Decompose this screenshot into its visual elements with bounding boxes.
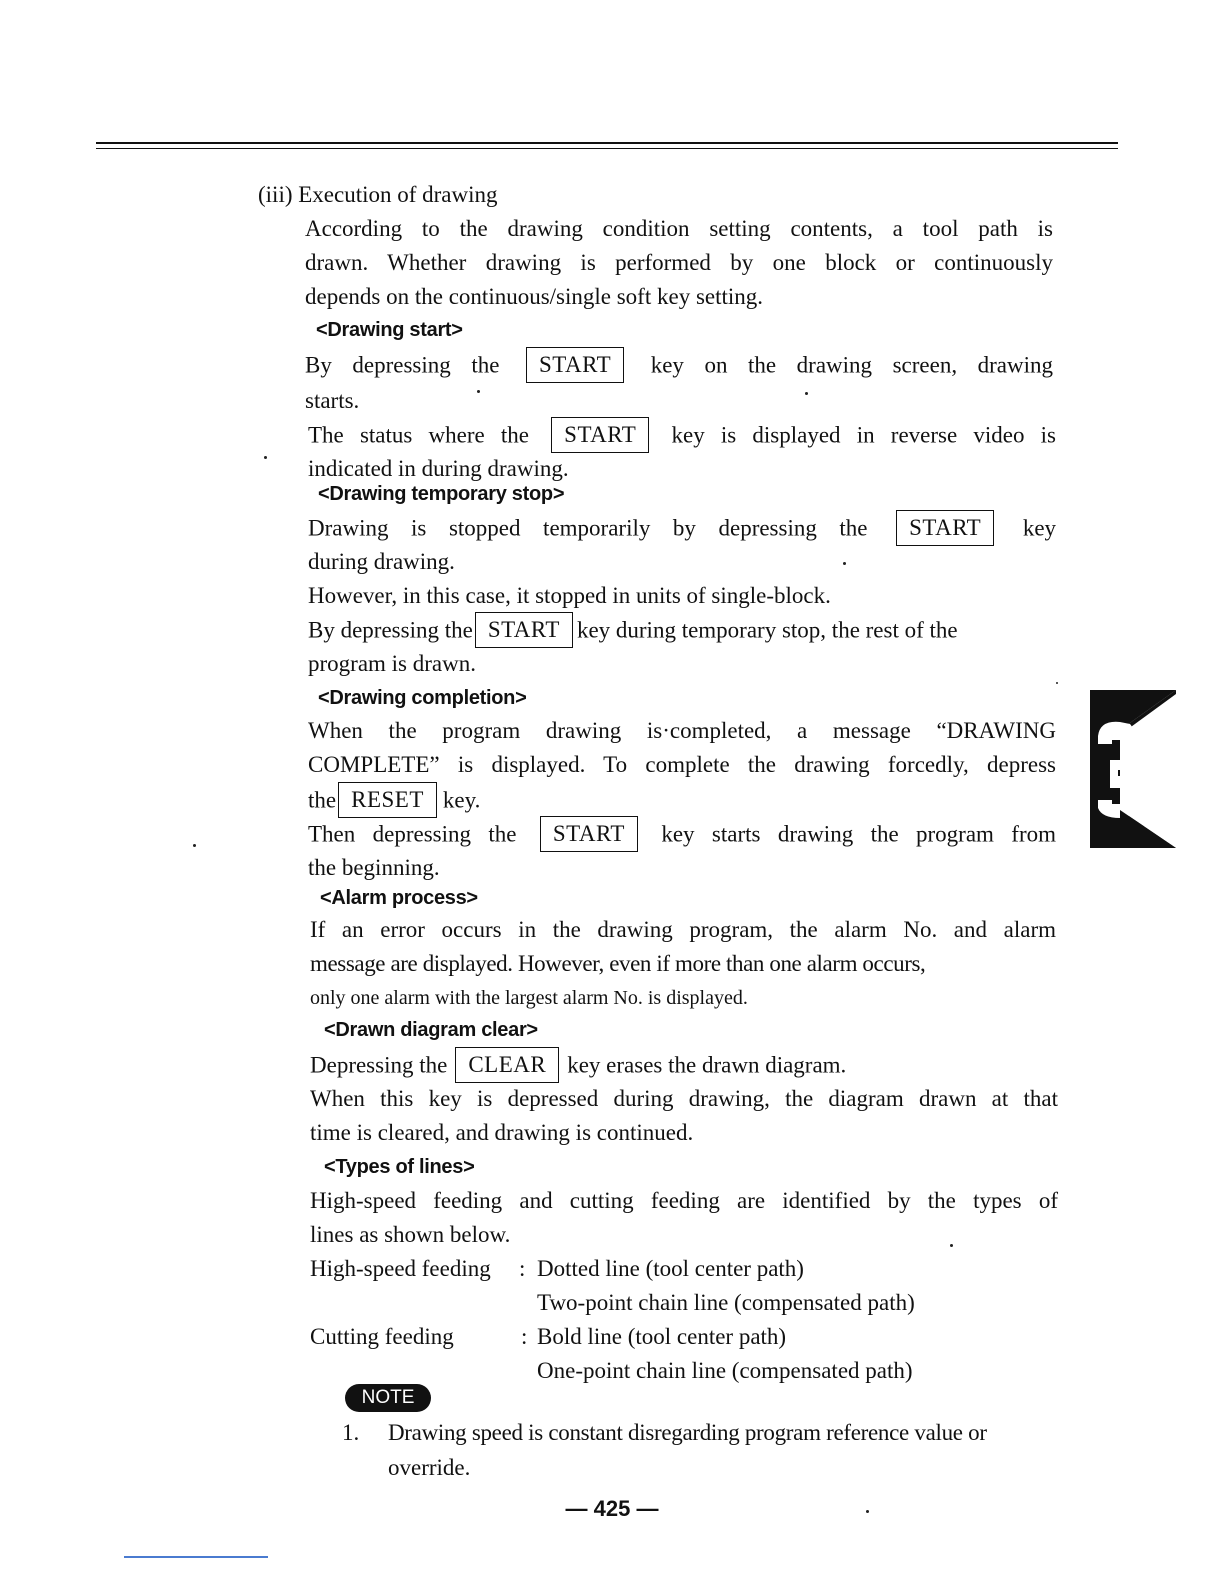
completion-line-4 [308,818,1056,854]
chapter-tab-icon [1090,690,1176,848]
text: key [1022,515,1057,541]
text: key on the drawing screen, drawing [650,352,1054,378]
line-type-separator: : [521,1324,528,1349]
scan-speck [1056,682,1058,684]
footer-blue-rule [124,1556,268,1558]
intro-line-1: According to the drawing condition setting contents, a tool path is [305,216,1053,241]
start-key-box: START [896,510,994,546]
temporary-stop-line-4 [308,614,1056,650]
completion-line-1: When the program drawing is·completed, a message “DRAWING [308,718,1056,743]
scan-speck [866,1510,869,1513]
page-number: — 425 — [565,1496,659,1521]
completion-line-3 [308,784,480,820]
text: By depressing the [305,352,500,378]
intro-line-2: drawn. Whether drawing is performed by one block or continuously [305,250,1053,275]
text: By depressing the [308,617,473,643]
text: Depressing the [310,1052,448,1078]
line-type-label: High-speed feeding [310,1256,491,1281]
intro-line-3: depends on the continuous/single soft key setting. [305,284,764,309]
start-key-box: START [540,816,638,852]
line-type-description: One-point chain line (compensated path) [537,1358,913,1383]
text: key erases the drawn diagram. [567,1052,847,1078]
start-key-box: START [551,417,649,453]
header-rule-thick [96,142,1118,144]
reset-key-box: RESET [338,782,437,818]
scan-speck [264,456,267,459]
heading-types-of-lines: <Types of lines> [324,1156,475,1178]
alarm-line-2: message are displayed. However, even if more than one alarm occurs, [310,951,926,976]
clear-line-2: When this key is depressed during drawing, the diagram drawn at that [310,1086,1058,1111]
completion-line-5: the beginning. [308,855,440,880]
heading-temporary-stop: <Drawing temporary stop> [318,483,565,505]
heading-alarm-process: <Alarm process> [320,887,478,909]
scan-speck [843,562,846,565]
text: key. [442,787,481,813]
line-type-description: Dotted line (tool center path) [537,1256,804,1281]
text: key is displayed in reverse video is [671,422,1057,448]
header-rule-thin [96,148,1118,149]
temporary-stop-line-5: program is drawn. [308,651,476,676]
scan-speck [805,392,808,395]
clear-line-1 [310,1049,846,1085]
clear-key-box: CLEAR [455,1047,559,1083]
drawing-start-line-4: indicated in during drawing. [308,456,569,481]
note-item-line-1: Drawing speed is constant disregarding program reference value or [388,1420,987,1445]
start-key-box: START [475,612,573,648]
temporary-stop-line-3: However, in this case, it stopped in units of single-block. [308,583,831,608]
drawing-start-line-1 [305,349,1053,385]
text: key starts drawing the program from [661,821,1057,847]
lines-line-2: lines as shown below. [310,1222,511,1247]
completion-line-2: COMPLETE” is displayed. To complete the drawing forcedly, depress [308,752,1056,777]
note-badge: NOTE [345,1384,431,1412]
text: key during temporary stop, the rest of the [576,617,958,643]
scan-speck [950,1244,953,1247]
start-key-box: START [526,347,624,383]
drawing-start-line-2: starts. [305,388,360,413]
line-type-description: Bold line (tool center path) [537,1324,787,1349]
line-type-description: Two-point chain line (compensated path) [537,1290,915,1315]
note-item-line-2: override. [388,1455,471,1480]
heading-drawing-completion: <Drawing completion> [318,687,527,709]
text: The status where the [308,422,529,448]
section-title: (iii) Execution of drawing [258,182,498,207]
heading-diagram-clear: <Drawn diagram clear> [324,1019,538,1041]
temporary-stop-line-2: during drawing. [308,549,455,574]
alarm-line-3: only one alarm with the largest alarm No. is displayed. [310,987,748,1009]
note-item-number: 1. [342,1420,360,1445]
lines-line-1: High-speed feeding and cutting feeding are identified by the types of [310,1188,1058,1213]
clear-line-3: time is cleared, and drawing is continued. [310,1120,694,1145]
scan-speck [477,390,480,393]
line-type-separator: : [519,1256,526,1281]
text: the [308,787,337,813]
scan-speck [193,844,196,847]
temporary-stop-line-1 [308,512,1056,548]
line-type-label: Cutting feeding [310,1324,454,1349]
heading-drawing-start: <Drawing start> [316,319,463,341]
text: Drawing is stopped temporarily by depressing the [308,515,868,541]
text: Then depressing the [308,821,517,847]
drawing-start-line-3 [308,419,1056,455]
alarm-line-1: If an error occurs in the drawing program, the alarm No. and alarm [310,917,1056,942]
